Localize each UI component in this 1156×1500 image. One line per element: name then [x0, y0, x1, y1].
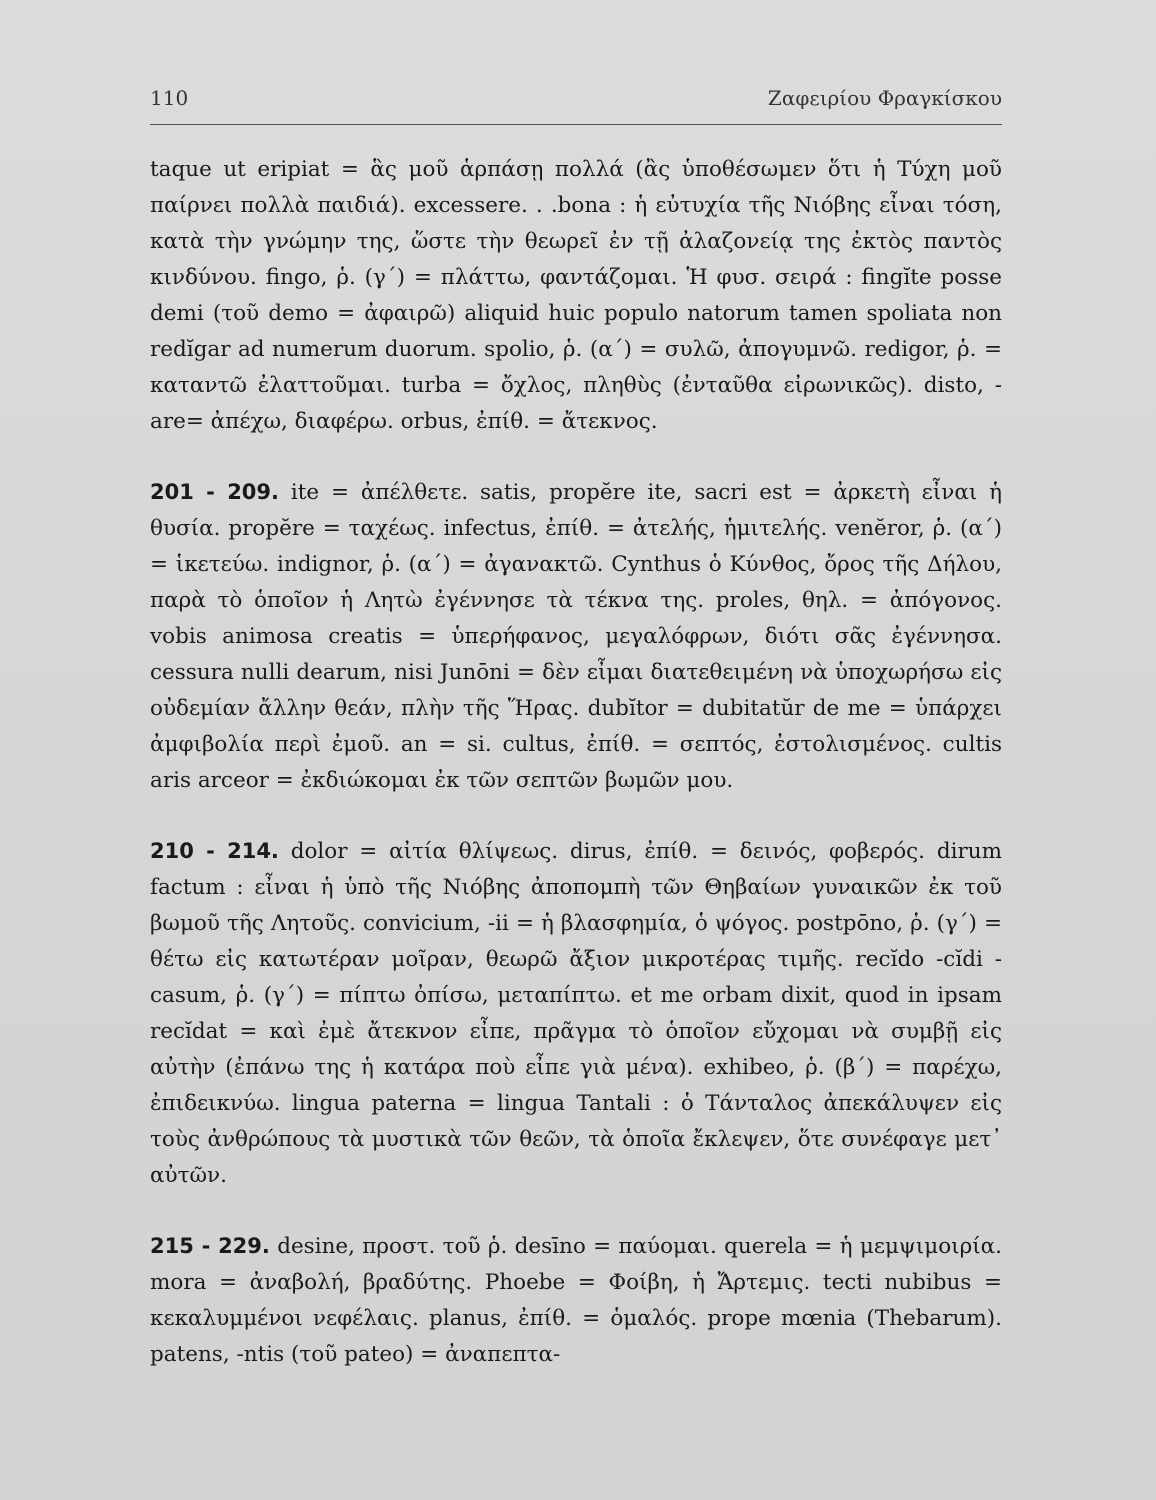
running-title: Ζαφειρίου Φραγκίσκου	[767, 86, 1002, 110]
verse-range: 215 - 229.	[150, 1234, 270, 1258]
verse-range: 201 - 209.	[150, 480, 280, 504]
paragraph-text: desine, προστ. τοῦ ῥ. desīno = παύομαι. querela = ἡ μεμψιμοιρία. mora = ἀναβολή, βραδύτης. Phoebe = Φοίβη, ἡ Ἄρτεμις. tecti nubibus = κεκαλυμμένοι νεφέλαις. planus, ἐπίθ. = ὁμαλός. prope mœnia (Thebarum). patens, -ntis (τοῦ pateo) = ἀναπεπτα-	[150, 1234, 1002, 1367]
paragraph-210-214	[150, 833, 1002, 1194]
paragraph-text: dolor = αἰτία θλίψεως. dirus, ἐπίθ. = δεινός, φοβερός. dirum factum : εἶναι ἡ ὑπὸ τῆς Νιόβης ἀποπομπὴ τῶν Θηβαίων γυναικῶν ἐκ τοῦ βωμοῦ τῆς Λητοῦς. convicium, -ii = ἡ βλασφημία, ὁ ψόγος. postpōno, ῥ. (γ΄) = θέτω εἰς κατωτέραν μοῖραν, θεωρῶ ἄξιον μικροτέρας τιμῆς. recĭdo -cĭdi -casum, ῥ. (γ΄) = πίπτω ὀπίσω, μεταπίπτω. et me orbam dixit, quod in ipsam recĭdat = καὶ ἐμὲ ἄτεκνον εἶπε, πρᾶγμα τὸ ὁποῖον εὔχομαι νὰ συμβῇ εἰς αὐτὴν (ἐπάνω της ἡ κατάρα ποὺ εἶπε γιὰ μένα). exhibeo, ῥ. (β΄) = παρέχω, ἐπιδεικνύω. lingua paterna = lingua Tantali : ὁ Τάνταλος ἀπεκάλυψεν εἰς τοὺς ἀνθρώπους τὰ μυστικὰ τῶν θεῶν, τὰ ὁποῖα ἔκλεψεν, ὅτε συνέφαγε μετ᾽ αὐτῶν.	[150, 839, 1002, 1188]
page-number: 110	[150, 86, 189, 110]
body-text	[150, 152, 1002, 1373]
paragraph-text: taque ut eripiat = ἃς μοῦ ἁρπάσῃ πολλά (ἂς ὑποθέσωμεν ὅτι ἡ Τύχη μοῦ παίρνει πολλὰ παιδιά). excessere. . .bona : ἡ εὐτυχία τῆς Νιόβης εἶναι τόση, κατὰ τὴν γνώμην της, ὥστε τὴν θεωρεῖ ἐν τῇ ἀλαζονείᾳ της ἐκτὸς παντὸς κινδύνου. fingo, ῥ. (γ΄) = πλάττω, φαντάζομαι. Ἡ φυσ. σειρά : fingĭte posse demi (τοῦ demo = ἀφαιρῶ) aliquid huic populo natorum tamen spoliata non redĭgar ad numerum duorum. spolio, ῥ. (α΄) = συλῶ, ἀπογυμνῶ. redigor, ῥ. = καταντῶ ἐλαττοῦμαι. turba = ὄχλος, πληθὺς (ἐνταῦθα εἰρωνικῶς). disto, -are= ἀπέχω, διαφέρω. orbus, ἐπίθ. = ἄτεκνος.	[150, 157, 1002, 434]
page-header	[150, 80, 1002, 125]
verse-range: 210 - 214.	[150, 839, 279, 863]
paragraph-continuation	[150, 152, 1002, 440]
paragraph-text: ite = ἀπέλθετε. satis, propĕre ite, sacri est = ἀρκετὴ εἶναι ἡ θυσία. propĕre = ταχέως. infectus, ἐπίθ. = ἀτελής, ἡμιτελής. venĕror, ῥ. (α΄) = ἱκετεύω. indignor, ῥ. (α΄) = ἀγανακτῶ. Cynthus ὁ Κύνθος, ὄρος τῆς Δήλου, παρὰ τὸ ὁποῖον ἡ Λητὼ ἐγέννησε τὰ τέκνα της. proles, θηλ. = ἀπόγονος. vobis animosa creatis = ὑπερήφανος, μεγαλόφρων, διότι σᾶς ἐγέννησα. cessura nulli dearum, nisi Junōni = δὲν εἶμαι διατεθειμένη νὰ ὑποχωρήσω εἰς οὐδεμίαν ἄλλην θεάν, πλὴν τῆς Ἥρας. dubĭtor = dubitatŭr de me = ὑπάρχει ἀμφιβολία περὶ ἐμοῦ. an = si. cultus, ἐπίθ. = σεπτός, ἐστολισμένος. cultis aris arceor = ἐκδιώκομαι ἐκ τῶν σεπτῶν βωμῶν μου.	[150, 480, 1002, 793]
paragraph-201-209	[150, 474, 1002, 799]
paragraph-215-229	[150, 1228, 1002, 1373]
